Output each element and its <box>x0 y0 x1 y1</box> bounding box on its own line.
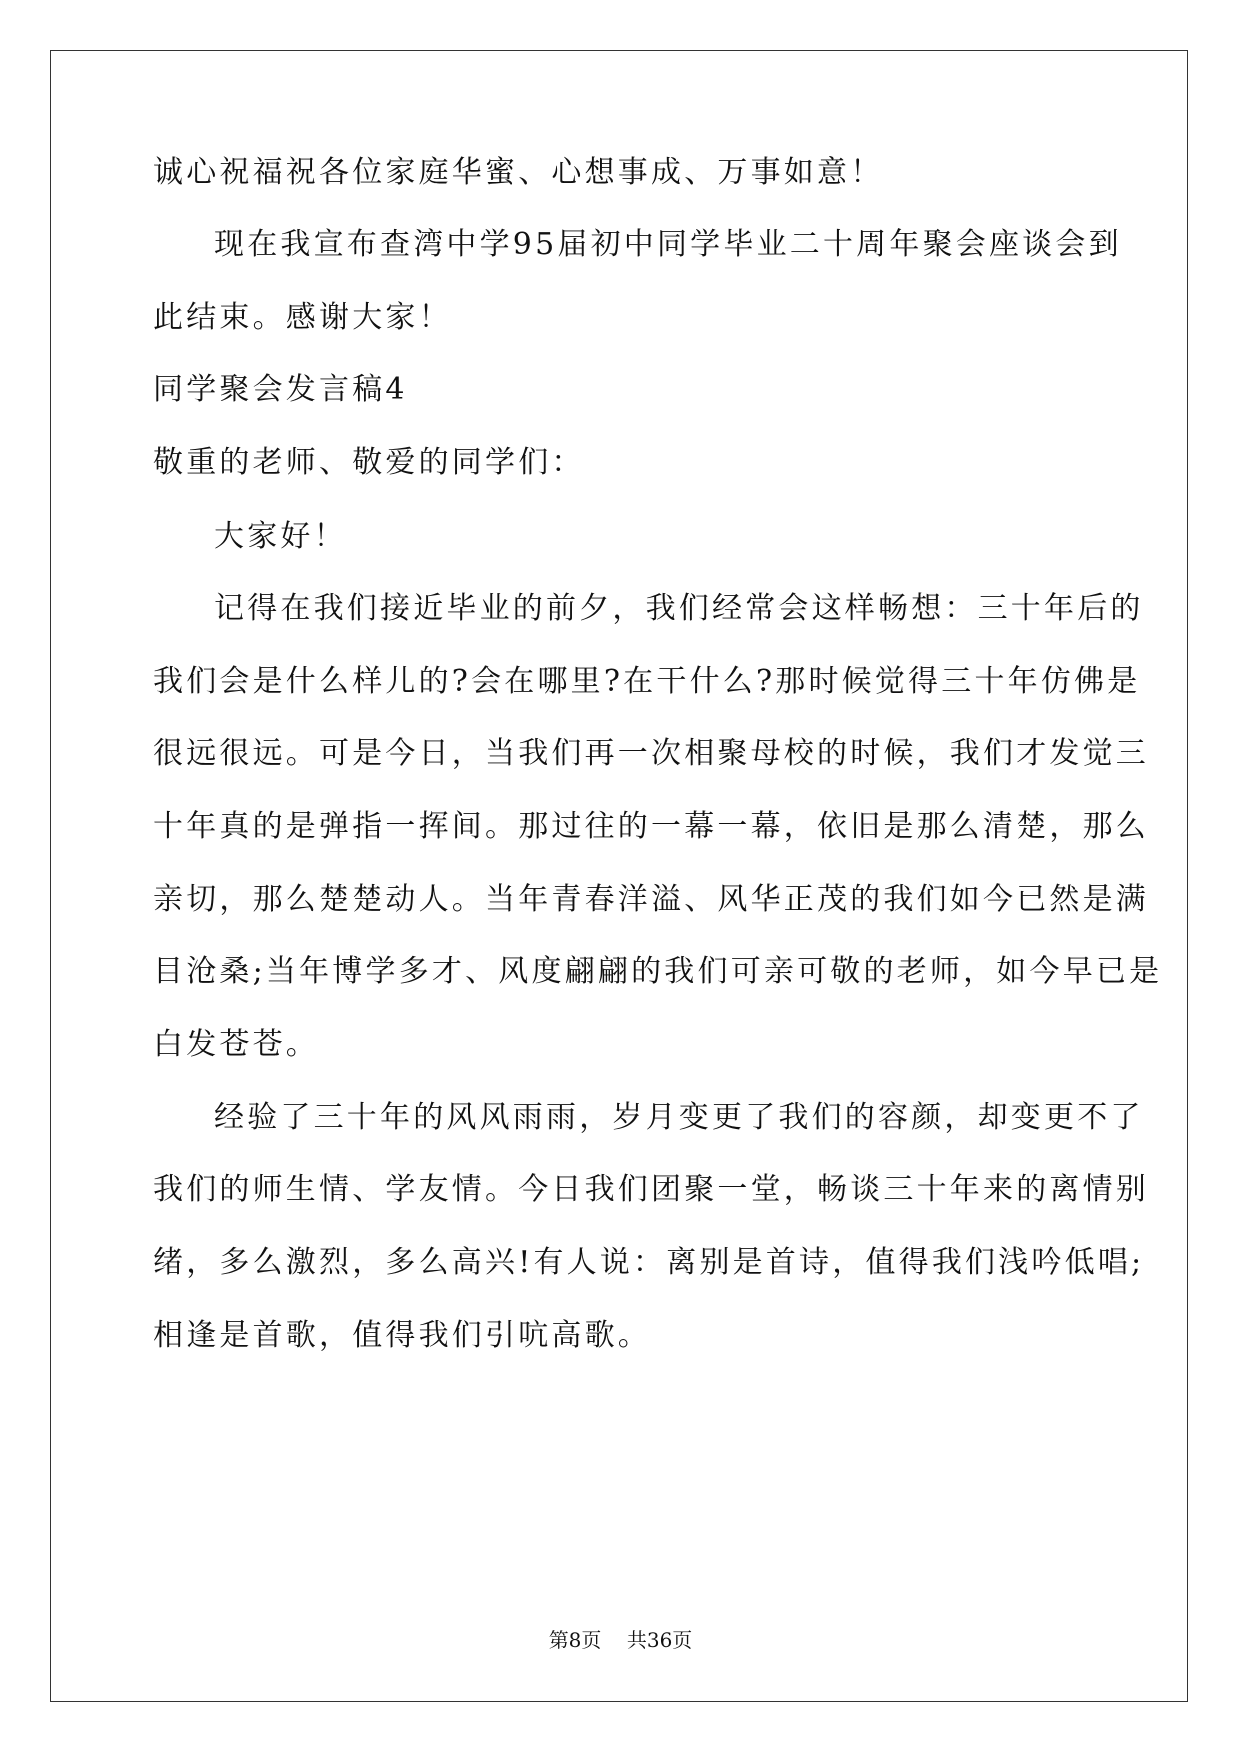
paragraph-line: 亲切，那么楚楚动人。当年青春洋溢、风华正茂的我们如今已然是满 <box>153 882 1149 917</box>
paragraph-line: 经验了三十年的风风雨雨，岁月变更了我们的容颜，却变更不了 <box>214 1100 1144 1135</box>
paragraph-line: 此结束。感谢大家！ <box>153 300 452 335</box>
salutation: 敬重的老师、敬爱的同学们： <box>153 445 585 480</box>
paragraph-line: 记得在我们接近毕业的前夕，我们经常会这样畅想：三十年后的 <box>214 591 1144 626</box>
section-heading: 同学聚会发言稿4 <box>153 372 408 407</box>
paragraph-line: 白发苍苍。 <box>153 1027 319 1062</box>
paragraph-line: 相逢是首歌，值得我们引吭高歌。 <box>153 1318 651 1353</box>
paragraph-line: 目沧桑;当年博学多才、风度翩翩的我们可亲可敬的老师，如今早已是 <box>153 954 1163 989</box>
paragraph-line: 我们会是什么样儿的?会在哪里?在干什么?那时候觉得三十年仿佛是 <box>153 664 1141 699</box>
page-number-footer: 第8页 共36页 <box>548 1628 693 1652</box>
paragraph-line: 我们的师生情、学友情。今日我们团聚一堂，畅谈三十年来的离情别 <box>153 1172 1149 1207</box>
paragraph-line: 十年真的是弹指一挥间。那过往的一幕一幕，依旧是那么清楚，那么 <box>153 809 1149 844</box>
paragraph-line: 很远很远。可是今日，当我们再一次相聚母校的时候，我们才发觉三 <box>153 736 1149 771</box>
paragraph-line: 诚心祝福祝各位家庭华蜜、心想事成、万事如意！ <box>153 155 884 190</box>
paragraph-line: 现在我宣布查湾中学95届初中同学毕业二十周年聚会座谈会到 <box>214 227 1122 262</box>
greeting: 大家好！ <box>214 519 347 554</box>
paragraph-line: 绪，多么激烈，多么高兴!有人说：离别是首诗，值得我们浅吟低唱; <box>153 1245 1145 1280</box>
